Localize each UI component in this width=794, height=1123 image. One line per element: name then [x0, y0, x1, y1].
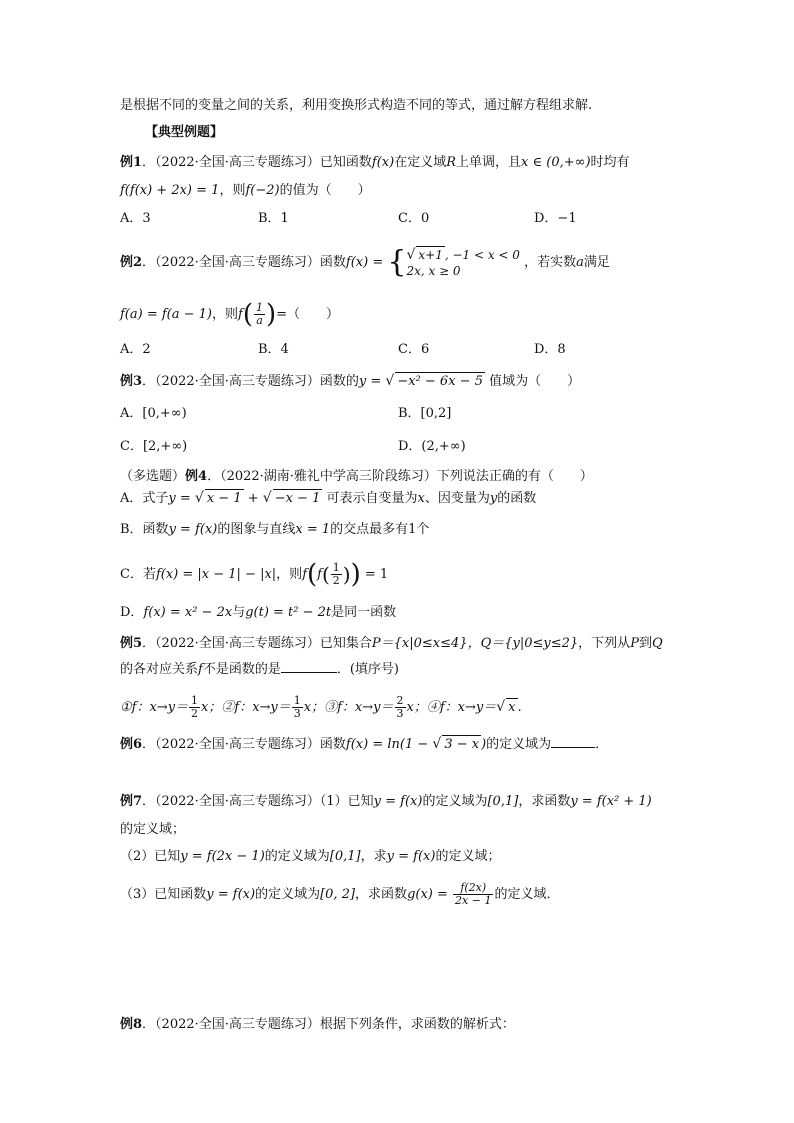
example-8-stem: 例8．（2022·全国·高三专题练习）根据下列条件，求函数的解析式：: [120, 1017, 515, 1032]
option-a[interactable]: A．[0,+∞): [120, 406, 187, 421]
example-1-options: [120, 210, 680, 228]
example-7-stem: 例7．（2022·全国·高三专题练习）（1）已知y = f(x)的定义域为[0,1]，求函数y = f(x² + 1): [120, 794, 652, 809]
intro-text: 是根据不同的变量之间的关系，利用变换形式构造不同的等式，通过解方程组求解.: [120, 98, 593, 113]
example-6-stem: 例6．（2022·全国·高三专题练习）函数f(x) = ln(1 − √ 3 − x )的定义域为 ．: [120, 736, 609, 752]
option-d[interactable]: D．−1: [534, 211, 577, 226]
option-b[interactable]: B．[0,2]: [398, 406, 452, 421]
example-2-stem: 例2．（2022·全国·高三专题练习）函数f(x) = { √ x+1 , −1 < x < 0 2x, x ≥ 0 ，若实数a满足: [120, 244, 610, 280]
example-4-stem: （多选题）例4．（2022·湖南·雅礼中学高三阶段练习）下列说法正确的有（ ）: [120, 469, 593, 484]
section-heading: 【典型例题】: [145, 125, 224, 140]
example-label: 例7: [120, 794, 143, 809]
example-3-options-row2: [120, 438, 680, 456]
example-2-stem-line2: f(a) = f(a − 1)，则f( $\frac{1}{a}$ )=（ ）: [120, 299, 340, 330]
option-c[interactable]: C．[2,+∞): [120, 439, 188, 454]
example-3-stem: 例3．（2022·全国·高三专题练习）函数的y = √ −x² − 6x − 5 值域为（ ）: [120, 373, 581, 389]
example-5-stem: 例5．（2022·全国·高三专题练习）已知集合P＝{x|0≤x≤4}，Q＝{y|0≤y≤2}，下列从P到Q: [120, 636, 663, 651]
example-label: 例3: [120, 374, 143, 389]
fraction: $\frac{1}{a}$: [255, 301, 263, 327]
option-c[interactable]: C．0: [398, 211, 430, 226]
option-c[interactable]: C．6: [398, 342, 430, 357]
option-b[interactable]: B．4: [258, 342, 289, 357]
example-5-mappings: ①f：x→y＝ $\frac{1}{2}$ x；②f：x→y＝ $\frac{1}{3}$ x；③f：x→y＝ $\frac{2}{3}$ x；④f：x→y＝√ x .: [120, 694, 522, 720]
example-4-option-a[interactable]: A．式子y = √ x − 1 + √ −x − 1 可表示自变量为x、因变量为y的函数: [120, 490, 537, 506]
option-d[interactable]: D．8: [534, 342, 566, 357]
example-1-stem-line2: f(f(x) + 2x) = 1，则f(−2)的值为（ ）: [120, 183, 371, 198]
example-label: 例1: [120, 155, 143, 170]
piecewise-definition: { √ x+1 , −1 < x < 0 2x, x ≥ 0: [387, 244, 520, 280]
fraction: $\frac{1}{2}$: [332, 561, 340, 587]
example-4-option-d[interactable]: D．f(x) = x² − 2x与g(t) = t² − 2t是同一函数: [120, 605, 397, 620]
answer-blank[interactable]: [281, 660, 337, 673]
fraction: $\frac{1}{3}$: [293, 694, 301, 720]
example-3-options-row1: [120, 405, 680, 423]
example-7-stem-line2: 的定义域；: [120, 822, 186, 837]
answer-blank[interactable]: [551, 735, 595, 748]
example-label: 例4: [185, 469, 208, 484]
fraction: $\frac{2}{3}$: [396, 694, 404, 720]
example-label: 例5: [120, 636, 143, 651]
example-1-stem: 例1．（2022·全国·高三专题练习）已知函数f(x)在定义域R上单调，且x ∈ (0,+∞)时均有: [120, 155, 630, 170]
example-4-option-b[interactable]: B．函数y = f(x)的图象与直线x = 1的交点最多有1个: [120, 522, 430, 537]
example-7-part-2: （2）已知y = f(2x − 1)的定义域为[0,1]，求y = f(x)的定义域；: [120, 849, 501, 864]
option-b[interactable]: B．1: [258, 211, 289, 226]
option-a[interactable]: A．2: [120, 342, 151, 357]
fraction: $\frac{1}{2}$: [191, 694, 199, 720]
example-5-stem-line2: 的各对应关系f不是函数的是 ．(填序号): [120, 662, 399, 677]
example-4-option-c[interactable]: C．若f(x) = |x − 1| − |x|，则f(f( $\frac{1}{2}$ )) = 1: [120, 559, 389, 590]
example-label: 例8: [120, 1017, 143, 1032]
example-7-part-3: （3）已知函数y = f(x)的定义域为[0, 2]，求函数g(x) = $\frac{f(2x)}{2x - 1}$ 的定义域．: [120, 881, 560, 907]
fraction: $\frac{f(2x)}{2x - 1}$: [455, 881, 492, 907]
example-label: 例6: [120, 737, 143, 752]
example-label: 例2: [120, 255, 143, 270]
option-d[interactable]: D．(2,+∞): [398, 439, 466, 454]
option-a[interactable]: A．3: [120, 211, 151, 226]
example-2-options: [120, 341, 680, 359]
